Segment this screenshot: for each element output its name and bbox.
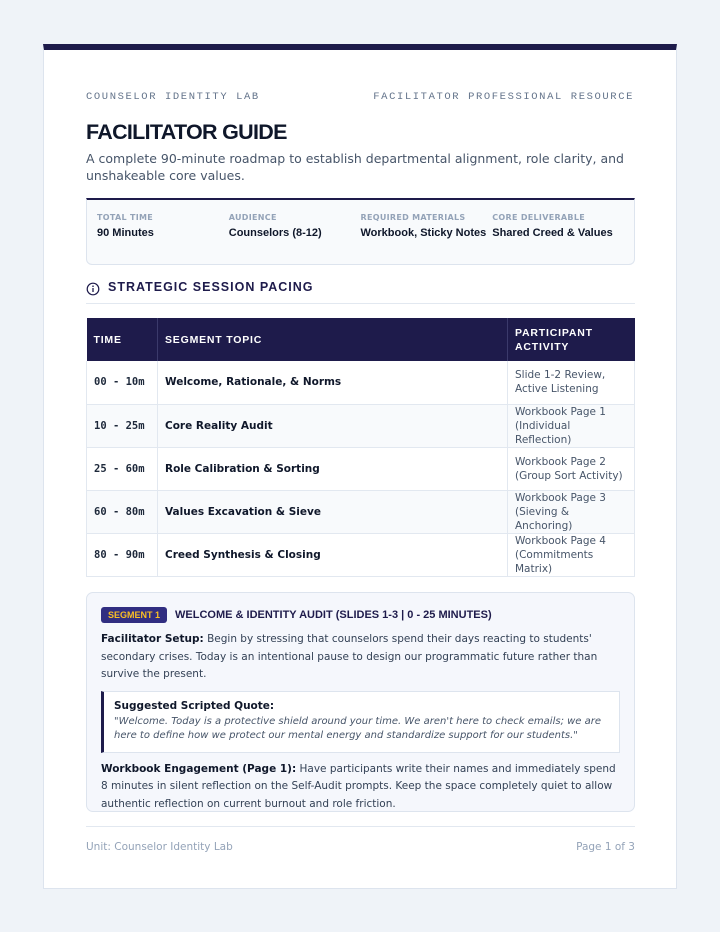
meta-core-deliverable [492,213,624,264]
quote-title: Suggested Scripted Quote: [114,699,275,712]
brand-label: COUNSELOR IDENTITY LAB [86,91,260,103]
table-row [87,361,635,404]
scripted-quote-box [101,691,620,753]
row-activity: Workbook Page 2 (Group Sort Activity) [508,447,635,490]
segment-header [101,607,620,623]
row-topic: Values Excavation & Sieve [158,491,508,534]
meta-value: Shared Creed & Values [492,227,613,239]
column-header-topic: SEGMENT TOPIC [158,318,508,361]
document-page [43,44,677,889]
segment-card [86,592,635,812]
table-row [87,447,635,490]
top-bar [86,91,634,103]
page-footer [86,826,635,853]
row-topic: Core Reality Audit [158,404,508,447]
setup-text: Begin by stressing that counselors spend their days reacting to students' secondary crises. Today is an intentional pause to design our programmatic future rather than survive the present. [101,633,598,680]
segment-title: WELCOME & IDENTITY AUDIT (SLIDES 1-3 | 0 - 25 MINUTES) [175,609,492,621]
row-topic: Welcome, Rationale, & Norms [158,361,508,404]
row-activity: Workbook Page 3 (Sieving & Anchoring) [508,491,635,534]
footer-page-number: Page 1 of 3 [576,841,635,853]
meta-value: 90 Minutes [97,227,154,239]
page-title: FACILITATOR GUIDE [86,120,287,144]
table-header-row [87,318,635,361]
page-subtitle: A complete 90-minute roadmap to establish departmental alignment, role clarity, and unshakeable core values. [86,151,624,183]
meta-label: AUDIENCE [228,213,277,222]
pacing-table [86,318,635,577]
setup-label: Facilitator Setup: [101,633,204,645]
table-row [87,534,635,577]
session-meta-card [86,198,635,265]
row-activity: Workbook Page 1 (Individual Reflection) [508,404,635,447]
row-topic: Creed Synthesis & Closing [158,534,508,577]
table-row [87,491,635,534]
column-header-time: TIME [87,318,158,361]
meta-total-time [97,213,229,264]
table-row [87,404,635,447]
workbook-engagement-paragraph [101,761,620,814]
facilitator-setup-paragraph [101,631,620,684]
info-icon [86,282,100,296]
engagement-label: Workbook Engagement (Page 1): [101,762,297,775]
section-title: STRATEGIC SESSION PACING [108,280,314,294]
row-activity: Slide 1-2 Review, Active Listening [508,361,635,404]
meta-value: Counselors (8-12) [228,227,322,239]
meta-label: CORE DELIVERABLE [492,213,585,222]
row-time: 60 - 80m [87,491,158,534]
footer-unit: Unit: Counselor Identity Lab [86,841,233,853]
row-time: 10 - 25m [87,404,158,447]
column-header-activity: PARTICIPANT ACTIVITY [508,318,635,361]
meta-audience [229,213,361,264]
resource-label: FACILITATOR PROFESSIONAL RESOURCE [373,91,634,103]
row-time: 00 - 10m [87,361,158,404]
quote-text: "Welcome. Today is a protective shield around your time. We aren't here to check emails; we are here to define how we protect our mental energy and standardize support for our students." [114,715,602,741]
pacing-section-header [86,280,635,304]
meta-label: REQUIRED MATERIALS [360,213,466,222]
meta-value: Workbook, Sticky Notes [360,227,487,239]
row-topic: Role Calibration & Sorting [158,447,508,490]
meta-required-materials [361,213,493,264]
segment-badge: SEGMENT 1 [101,607,167,623]
engagement-text: Have participants write their names and immediately spend 8 minutes in silent reflection on the Self-Audit prompts. Keep the space completely quiet to allow authentic reflection on current burnout and role friction. [101,762,616,810]
row-time: 25 - 60m [87,447,158,490]
row-activity: Workbook Page 4 (Commitments Matrix) [508,534,635,577]
row-time: 80 - 90m [87,534,158,577]
meta-label: TOTAL TIME [97,213,154,222]
